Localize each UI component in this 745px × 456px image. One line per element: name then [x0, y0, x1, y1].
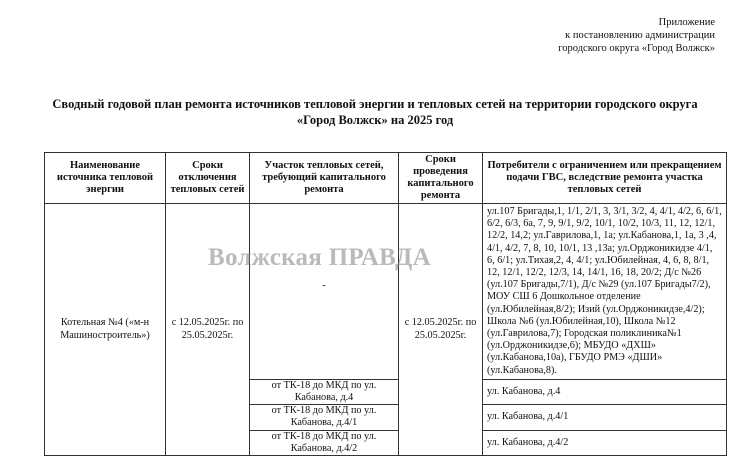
repair-period-cell: с 12.05.2025г. по 25.05.2025г.: [399, 204, 483, 456]
header-cell: Участок тепловых сетей, требующий капитального ремонта: [250, 153, 399, 204]
consumers-cell: ул. Кабанова, д.4/2: [483, 430, 727, 455]
appendix-line: городского округа «Город Волжск»: [558, 43, 715, 54]
shutdown-period-cell: с 12.05.2025г. по 25.05.2025г.: [166, 204, 250, 456]
header-cell: Потребители с ограничением или прекращением подачи ГВС, вследствие ремонта участка тепловых сетей: [483, 153, 727, 204]
table-row: [45, 204, 727, 380]
appendix-line: к постановлению администрации: [565, 30, 715, 41]
document-title: [30, 96, 720, 128]
source-cell: Котельная №4 («м-н Машиностроитель»): [45, 204, 166, 456]
table-header-row: [45, 153, 727, 204]
repair-plan-table: [44, 152, 727, 456]
consumers-cell: ул. Кабанова, д.4/1: [483, 405, 727, 430]
consumers-cell: ул. Кабанова, д.4: [483, 379, 727, 404]
section-cell: от ТК-18 до МКД по ул. Кабанова, д.4/2: [250, 430, 399, 455]
title-line: «Город Волжск» на 2025 год: [296, 113, 454, 127]
title-line: Сводный годовой план ремонта источников тепловой энергии и тепловых сетей на территории городского округа: [52, 97, 698, 111]
section-cell: -: [250, 204, 399, 380]
section-cell: от ТК-18 до МКД по ул. Кабанова, д.4: [250, 379, 399, 404]
header-cell: Сроки отключения тепловых сетей: [166, 153, 250, 204]
section-cell: от ТК-18 до МКД по ул. Кабанова, д.4/1: [250, 405, 399, 430]
appendix-line: Приложение: [658, 17, 715, 28]
header-cell: Наименование источника тепловой энергии: [45, 153, 166, 204]
appendix-note: [558, 16, 715, 55]
header-cell: Сроки проведения капитального ремонта: [399, 153, 483, 204]
watermark: Волжская ПРАВДА: [208, 244, 431, 271]
consumers-cell: ул.107 Бригады,1, 1/1, 2/1, 3, 3/1, 3/2, 4, 4/1, 4/2, 6, 6/1, 6/2, 6/3, 6а, 7, 9, 9/1, 9/2, 10/1, 10/2, 10/3, 11, 12, 12/1, 12/2, 14,2; ул.Гаврилова,1, 1а; ул.Кабанова,1, 1а, 3 ,4, 4/1, 4/2, 7, 8, 10, 10/1, 13 ,13а; ул.Орджоникидзе 4/1, 6, 6/1; ул.Тихая,2, 4, 4/1; ул.Юбилейная, 4, 6, 8, 8/1, 12, 12/1, 12/2, 12/3, 14, 14/1, 16, 18, 20/2; Д/с №26 (ул.107 Бригады,7/1), Д/с №29 (ул.107 Бригады7/2), МОУ СШ 6 Дошкольное отделение (ул.Юбилейная,8/2); Изий (ул.Орджоникидзе,4/2); Школа №6 (ул.Юбилейная,10), Школа №12 (ул.Гаврилова,7); Городская поликлиника№1 (ул.Орджоникидзе,6); МБУДО «ДХШ» (ул.Кабанова,10а), ГБУДО РМЭ «ДШИ» (ул.Кабанова,8).: [483, 204, 727, 380]
